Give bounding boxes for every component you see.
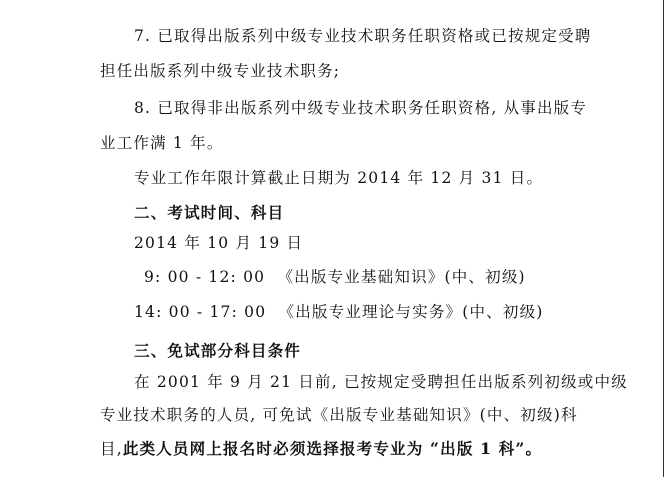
- item-8-line-1: 8. 已取得非出版系列中级专业技术职务任职资格, 从事出版专: [134, 99, 588, 117]
- deadline-text: 专业工作年限计算截止日期为 2014 年 12 月 31 日。: [134, 169, 544, 187]
- exemption-line-3-normal: 目,: [100, 440, 123, 458]
- exemption-line-3: [100, 439, 542, 459]
- exam-session-2: 14: 00 - 17: 00 《出版专业理论与实务》(中、初级): [134, 303, 544, 321]
- exemption-line-2: 专业技术职务的人员, 可免试《出版专业基础知识》(中、初级)科: [100, 406, 578, 424]
- item-7-line-1: 7. 已取得出版系列中级专业技术职务任职资格或已按规定受聘: [134, 27, 592, 45]
- page-right-border: [663, 0, 664, 477]
- exemption-line-1: 在 2001 年 9 月 21 日前, 已按规定受聘担任出版系列初级或中级: [134, 373, 628, 391]
- item-8-line-2: 业工作满 1 年。: [100, 134, 224, 152]
- section-2-heading: 二、考试时间、科目: [134, 203, 285, 222]
- exemption-line-3-bold: 此类人员网上报名时必须选择报考专业为 “出版 1 科”。: [122, 439, 543, 458]
- item-7-line-2: 担任出版系列中级专业技术职务;: [100, 62, 341, 80]
- exam-date: 2014 年 10 月 19 日: [134, 234, 304, 252]
- exam-session-1: 9: 00 - 12: 00 《出版专业基础知识》(中、初级): [144, 268, 526, 286]
- section-3-heading: 三、免试部分科目条件: [134, 341, 302, 360]
